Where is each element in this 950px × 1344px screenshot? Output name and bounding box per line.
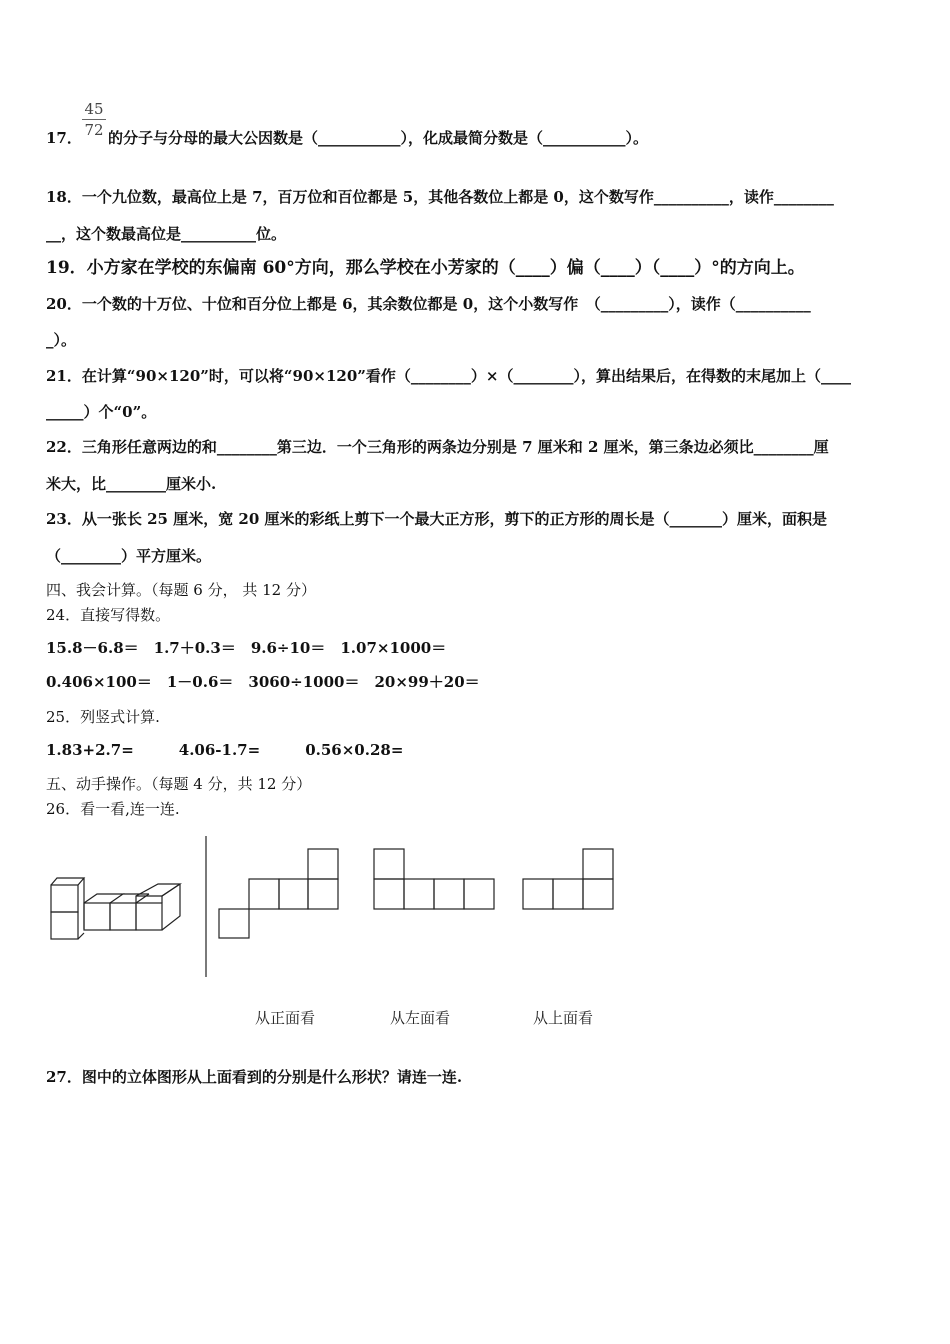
question-18-line1: 18．一个九位数，最高位上是 7，百万位和百位都是 5，其他各数位上都是 0，这个数写作__________，读作________ <box>46 188 834 206</box>
question-23-line2: （________）平方厘米。 <box>46 547 212 565</box>
caption-top-view: 从上面看 <box>533 1009 594 1027</box>
question-24-row1: 15.8－6.8＝ 1.7＋0.3＝ 9.6÷10＝ 1.07×1000＝ <box>46 639 447 657</box>
section-4-title: 四、我会计算。（每题 6 分， 共 12 分） <box>46 581 316 599</box>
view-shape-1 <box>219 849 338 938</box>
question-20-line1: 20．一个数的十万位、十位和百分位上都是 6，其余数位都是 0，这个小数写作 （_________），读作（__________ <box>46 295 811 313</box>
solid-figure-3d <box>51 878 180 939</box>
fraction-numerator: 45 <box>84 100 104 118</box>
question-24-title: 24．直接写得数。 <box>46 606 171 624</box>
question-19: 19．小方家在学校的东偏南 60°方向，那么学校在小芳家的（____）偏（____）（____）°的方向上。 <box>46 258 805 278</box>
fraction-denominator: 72 <box>84 121 104 139</box>
view-shape-2 <box>374 849 494 909</box>
question-27: 27．图中的立体图形从上面看到的分别是什么形状？请连一连. <box>46 1068 463 1086</box>
caption-left-view: 从左面看 <box>390 1009 451 1027</box>
question-17-text: 的分子与分母的最大公因数是（___________），化成最简分数是（___________）。 <box>108 129 649 147</box>
question-21-line2: _____）个“0”。 <box>46 403 157 421</box>
question-25-title: 25．列竖式计算. <box>46 708 160 726</box>
question-18-line2: __，这个数最高位是__________位。 <box>46 225 287 243</box>
question-17-number: 17． <box>46 129 82 147</box>
question-22-line1: 22．三角形任意两边的和________第三边．一个三角形的两条边分别是 7 厘米和 2 厘米，第三条边必须比________厘 <box>46 438 829 456</box>
question-23-line1: 23．从一张长 25 厘米，宽 20 厘米的彩纸上剪下一个最大正方形，剪下的正方形的周长是（_______）厘米，面积是 <box>46 510 828 528</box>
question-24-row2: 0.406×100＝ 1－0.6＝ 3060÷1000＝ 20×99＋20＝ <box>46 673 480 691</box>
section-5-title: 五、动手操作。（每题 4 分，共 12 分） <box>46 775 312 793</box>
question-25-row1: 1.83+2.7= 4.06-1.7= 0.56×0.28= <box>46 741 404 759</box>
caption-front-view: 从正面看 <box>255 1009 316 1027</box>
question-22-line2: 米大，比________厘米小. <box>46 475 217 493</box>
question-20-line2: _）。 <box>46 331 77 349</box>
question-21-line1: 21．在计算“90×120”时，可以将“90×120”看作（________）×（________），算出结果后，在得数的末尾加上（____ <box>46 367 851 385</box>
question-26-title: 26．看一看,连一连. <box>46 800 180 818</box>
view-shape-3 <box>523 849 613 909</box>
